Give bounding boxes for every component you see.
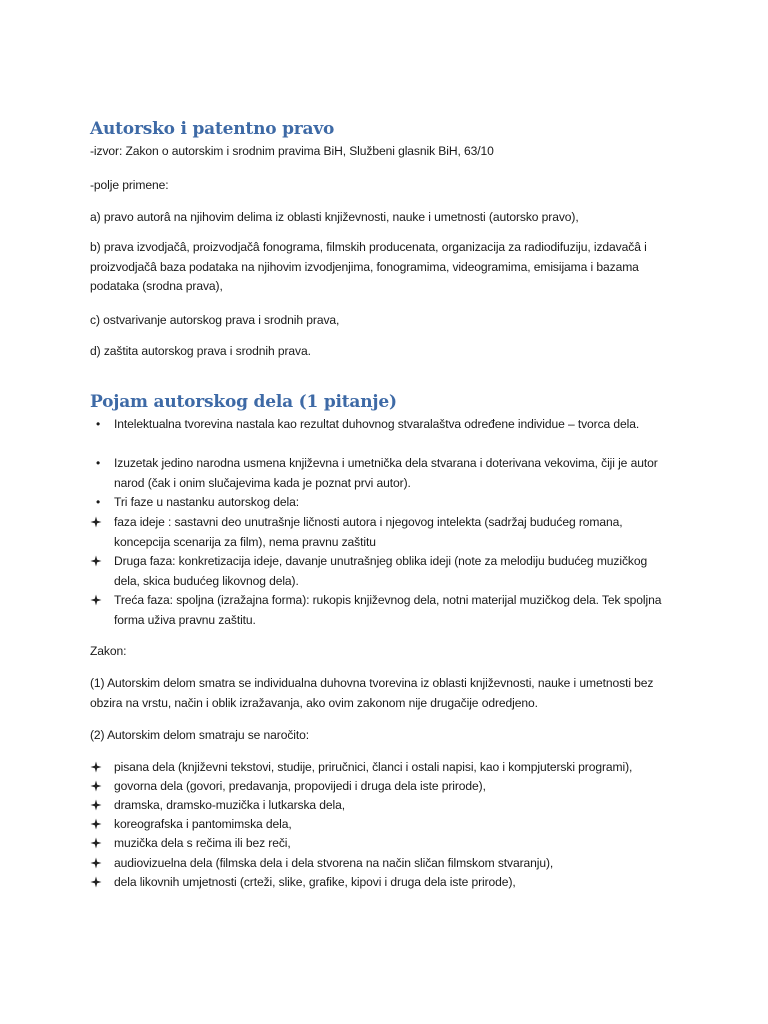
scope-item-c: c) ostvarivanje autorskog prava i srodnih prava, <box>90 313 340 327</box>
heading-copyright-work: Pojam autorskog dela (1 pitanje) <box>90 392 397 412</box>
list-item <box>90 834 690 854</box>
diamond-bullet-icon <box>90 857 102 869</box>
phase-text: faza ideje : sastavni deo unutrašnje ličnosti autora i njegovog intelekta (sadržaj budućeg romana, koncepcija scenarija za film), nema pravnu zaštitu <box>114 515 623 549</box>
list-item <box>90 873 690 893</box>
diamond-bullet-icon <box>90 818 102 830</box>
phase-text: Treća faza: spoljna (izražajna forma): rukopis književnog dela, notni materijal muzičkog dela. Tek spoljna forma uživa pravnu zaštitu. <box>114 593 662 627</box>
bullet-icon: • <box>96 495 101 509</box>
diamond-bullet-icon <box>90 780 102 792</box>
diamond-bullet-icon <box>90 516 102 528</box>
bullet-icon: • <box>96 417 101 431</box>
work-type-text: audiovizuelna dela (filmska dela i dela stvorena na način sličan filmskom stvaranju), <box>114 856 554 870</box>
diamond-bullet-icon <box>90 555 102 567</box>
scope-item-b: b) prava izvodjačâ, proizvodjačâ fonograma, filmskih producenata, organizacija za radiodifuziju, izdavačâ i proizvodjačâ baza podataka na njihovim izvodjenjima, fonogramima, videogramima, emisijama i bazama podataka (srodna prava), <box>90 240 647 293</box>
work-type-text: dramska, dramsko-muzička i lutkarska dela, <box>114 798 346 812</box>
list-item <box>90 854 690 874</box>
scope-item-d: d) zaštita autorskog prava i srodnih prava. <box>90 344 311 358</box>
scope-item-a: a) pravo autorâ na njihovim delima iz oblasti književnosti, nauke i umetnosti (autorsko pravo), <box>90 210 579 224</box>
heading-copyright-patent: Autorsko i patentno pravo <box>90 119 335 139</box>
list-item <box>96 415 674 435</box>
source-line: -izvor: Zakon o autorskim i srodnim pravima BiH, Službeni glasnik BiH, 63/10 <box>90 144 494 158</box>
work-type-text: dela likovnih umjetnosti (crteži, slike, grafike, kipovi i druga dela iste prirode), <box>114 875 516 889</box>
diamond-bullet-icon <box>90 761 102 773</box>
list-item <box>90 777 690 797</box>
bullet-text: Tri faze u nastanku autorskog dela: <box>114 495 299 509</box>
list-item <box>90 591 670 630</box>
work-type-text: pisana dela (književni tekstovi, studije, priručnici, članci i ostali napisi, kao i kompjuterski programi), <box>114 760 633 774</box>
list-item <box>96 493 674 513</box>
list-item <box>96 454 674 493</box>
diamond-bullet-icon <box>90 799 102 811</box>
phase-text: Druga faza: konkretizacija ideje, davanje unutrašnjeg oblika ideji (note za melodiju budućeg muzičkog dela, skica budućeg likovnog dela). <box>114 554 648 588</box>
diamond-bullet-icon <box>90 594 102 606</box>
list-item <box>90 513 670 552</box>
bullet-text: Izuzetak jedino narodna usmena književna i umetnička dela stvarana i doterivana vekovima, čiji je autor narod (čak i onim slučajevima kada je poznat prvi autor). <box>114 456 658 490</box>
list-item <box>90 758 690 778</box>
diamond-bullet-icon <box>90 837 102 849</box>
work-type-text: muzička dela s rečima ili bez reči, <box>114 836 291 850</box>
list-item <box>90 552 670 591</box>
bullet-icon: • <box>96 456 101 470</box>
list-item <box>90 796 690 816</box>
diamond-bullet-icon <box>90 876 102 888</box>
work-type-text: govorna dela (govori, predavanja, propovijedi i druga dela iste prirode), <box>114 779 486 793</box>
work-type-text: koreografska i pantomimska dela, <box>114 817 292 831</box>
bullet-text: Intelektualna tvorevina nastala kao rezultat duhovnog stvaralaštva određene individue – tvorca dela. <box>114 417 640 431</box>
field-label: -polje primene: <box>90 178 169 192</box>
law-label: Zakon: <box>90 644 127 658</box>
law-paragraph-1: (1) Autorskim delom smatra se individualna duhovna tvorevina iz oblasti književnosti, nauke i umetnosti bez obzira na vrstu, način i oblik izražavanja, ako ovim zakonom nije drugačije odredjeno. <box>90 676 654 710</box>
law-paragraph-2: (2) Autorskim delom smatraju se naročito: <box>90 728 310 742</box>
list-item <box>90 815 690 835</box>
